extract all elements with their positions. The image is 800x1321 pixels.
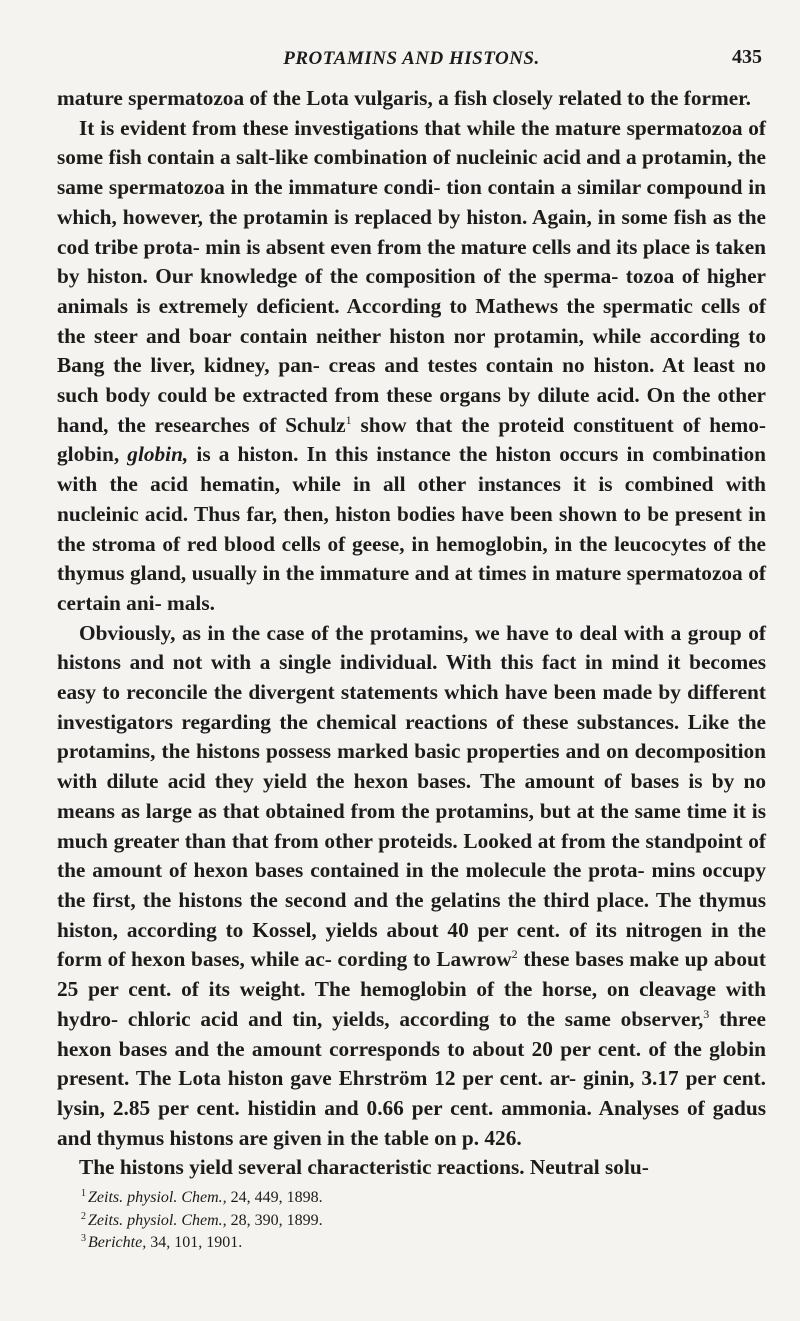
paragraph-2-text-a: It is evident from these investigations that while the mature spermatozoa of some fish contain a salt-like combination of nucleinic acid and a protamin, the same spermatozoa in the immature condi- tion contain a similar compound in which, however, the protamin is replaced by histon. Again, in some fish as the cod tribe prota- min is absent even from the mature cells and its place is taken by histon. Our knowledge of the composition of the sperma- tozoa of higher animals is extremely deficient. According to Mathews the spermatic cells of the steer and boar contain neither histon nor protamin, while according to Bang the liver, kidney, pan- creas and testes contain no histon. At least no such body could be extracted from these organs by dilute acid. On the other hand, the researches of Schulz (57, 115, 766, 437)
paragraph-2-text-c: is a histon. In this instance the histon occurs in combination with the acid hematin, while in all other instances it is combined with nucleinic acid. Thus far, then, histon bodies have been shown to be present in the stroma of red blood cells of geese, in hemoglobin, in the leucocytes of the thymus gland, usually in the immature and at times in mature spermatozoa of certain ani- mals. (57, 442, 766, 615)
footnote-ref-2: 2 (511, 947, 518, 962)
page-number: 435 (732, 46, 762, 68)
footnote-3-journal: Berichte, (88, 1234, 147, 1252)
footnote-1-journal: Zeits. physiol. Chem., (88, 1189, 227, 1207)
body-text (57, 84, 766, 1183)
paragraph-3 (57, 619, 766, 1154)
globin-term: globin, (127, 442, 189, 467)
footnotes (57, 1185, 766, 1253)
footnote-2-citation: 28, 390, 1899. (226, 1211, 323, 1229)
paragraph-3-text-c: three hexon bases and the amount corresponds to about 20 per cent. of the globin present. The Lota histon gave Ehrström 12 per cent. ar- ginin, 3.17 per cent. lysin, 2.85 per cent. histidin and 0.66 per cent. ammonia. Analyses of gadus and thymus histons are given in the table on p. 426. (57, 1006, 766, 1150)
footnote-3 (81, 1230, 766, 1253)
paragraph-3-text-a: Obviously, as in the case of the protamins, we have to deal with a group of histons and not with a single individual. With this fact in mind it becomes easy to reconcile the divergent statements which have been made by different investigators regarding the chemical reactions of these substances. Like the protamins, the histons possess marked basic properties and on decomposition with dilute acid they yield the hexon bases. The amount of bases is by no means as large as that obtained from the protamins, but at the same time it is much greater than that from other proteids. Looked at from the standpoint of the amount of hexon bases contained in the molecule the prota- mins occupy the first, the histons the second and the gelatins the third place. The thymus histon, according to Kossel, yields about 40 per cent. of its nitrogen in the form of hexon bases, while ac- cording to Lawrow (57, 620, 766, 972)
paragraph-4 (57, 1153, 766, 1183)
footnote-2-journal: Zeits. physiol. Chem., (88, 1211, 227, 1229)
footnote-ref-3: 3 (703, 1006, 710, 1021)
footnote-2-number: 2 (81, 1210, 86, 1222)
paragraph-4-text: The histons yield several characteristic reactions. Neutral solu- (79, 1155, 649, 1180)
paragraph-2 (57, 114, 766, 619)
paragraph-1 (57, 84, 766, 114)
footnote-2 (81, 1208, 766, 1231)
running-head: PROTAMINS AND HISTONS. (283, 48, 540, 69)
footnote-3-citation: 34, 101, 1901. (146, 1234, 243, 1252)
footnote-ref-1: 1 (345, 412, 352, 427)
footnote-1 (81, 1185, 766, 1208)
paragraph-3-text-b: these bases make up about 25 per cent. of its weight. The hemoglobin of the horse, on cleavage with hydro- chloric acid and tin, yields, according to the same observer, (57, 947, 766, 1031)
footnote-3-number: 3 (81, 1233, 86, 1245)
paragraph-2-text-b: show that the proteid constituent of hemo- globin, (57, 412, 766, 467)
footnote-1-citation: 24, 449, 1898. (226, 1189, 323, 1207)
footnote-1-number: 1 (81, 1188, 86, 1200)
paragraph-1-text: mature spermatozoa of the Lota vulgaris, a fish closely related to the former. (57, 86, 751, 110)
page-header (57, 46, 766, 76)
